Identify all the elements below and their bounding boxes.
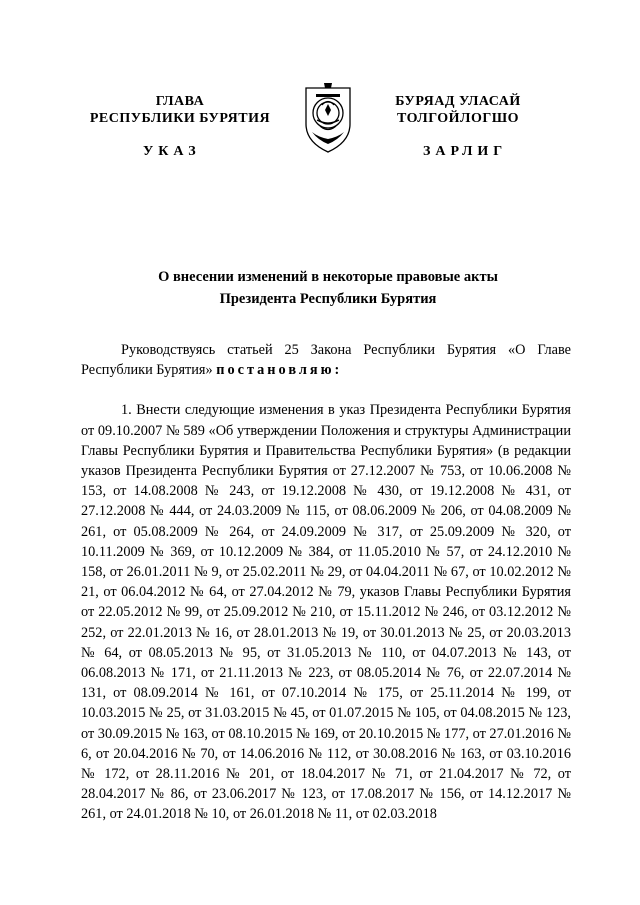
document-title bbox=[60, 266, 596, 310]
header-right bbox=[372, 93, 544, 127]
header-right-line2: ТОЛГОЙЛОГШО bbox=[396, 111, 520, 126]
header-right-line1: БУРЯАД УЛАСАЙ bbox=[395, 94, 521, 109]
header-left-line2: РЕСПУБЛИКИ БУРЯТИЯ bbox=[89, 111, 271, 126]
intro-paragraph bbox=[81, 340, 571, 380]
document-body bbox=[81, 340, 571, 825]
header-left-line1: ГЛАВА bbox=[155, 94, 205, 109]
header-left bbox=[80, 93, 280, 127]
item-1-paragraph: 1. Внести следующие изменения в указ Президента Республики Бурятия от 09.10.2007 № 589 «Об утверждении Положения и структуры Администрации Главы Республики Бурятия и Правительства Республики Бурятия» (в редакции указов Президента Республики Бурятия от 27.12.2007 № 753, от 10.06.2008 № 153, от 14.08.2008 № 243, от 19.12.2008 № 430, от 19.12.2008 № 431, от 27.12.2008 № 444, от 24.03.2009 № 115, от 08.06.2009 № 206, от 04.08.2009 № 261, от 05.08.2009 № 264, от 24.09.2009 № 317, от 25.09.2009 № 320, от 10.11.2009 № 369, от 10.12.2009 № 384, от 11.05.2010 № 57, от 24.12.2010 № 158, от 26.01.2011 № 9, от 25.02.2011 № 29, от 04.04.2011 № 67, от 10.02.2012 № 21, от 06.04.2012 № 64, от 27.04.2012 № 79, указов Главы Республики Бурятия от 22.05.2012 № 99, от 25.09.2012 № 210, от 15.11.2012 № 246, от 03.12.2012 № 252, от 22.01.2013 № 16, от 28.01.2013 № 19, от 30.01.2013 № 25, от 20.03.2013 № 64, от 08.05.2013 № 95, от 31.05.2013 № 110, от 04.07.2013 № 143, от 06.08.2013 № 171, от 21.11.2013 № 223, от 08.05.2014 № 76, от 22.07.2014 № 131, от 08.09.2014 № 161, от 07.10.2014 № 175, от 25.11.2014 № 199, от 10.03.2015 № 25, от 31.03.2015 № 45, от 01.07.2015 № 105, от 04.08.2015 № 123, от 30.09.2015 № 163, от 08.10.2015 № 169, от 20.10.2015 № 177, от 27.01.2016 № 6, от 20.04.2016 № 70, от 14.06.2016 № 112, от 30.08.2016 № 163, от 03.10.2016 № 172, от 28.11.2016 № 201, от 18.04.2017 № 71, от 21.04.2017 № 72, от 28.04.2017 № 86, от 23.06.2017 № 123, от 17.08.2017 № 156, от 14.12.2017 № 261, от 24.01.2018 № 10, от 26.01.2018 № 11, от 02.03.2018 bbox=[81, 402, 571, 823]
coat-of-arms-icon bbox=[298, 80, 358, 156]
intro-text: Руководствуясь статьей 25 Закона Республики Бурятия «О Главе Республики Бурятия» bbox=[81, 342, 571, 379]
title-line2: Президента Республики Бурятия bbox=[219, 291, 437, 307]
decree-label-right: ЗАРЛИГ bbox=[423, 144, 508, 159]
decree-label-left: УКАЗ bbox=[143, 144, 201, 159]
title-line1: О внесении изменений в некоторые правовые акты bbox=[158, 269, 498, 285]
resolve-word: постановляю: bbox=[216, 362, 343, 379]
